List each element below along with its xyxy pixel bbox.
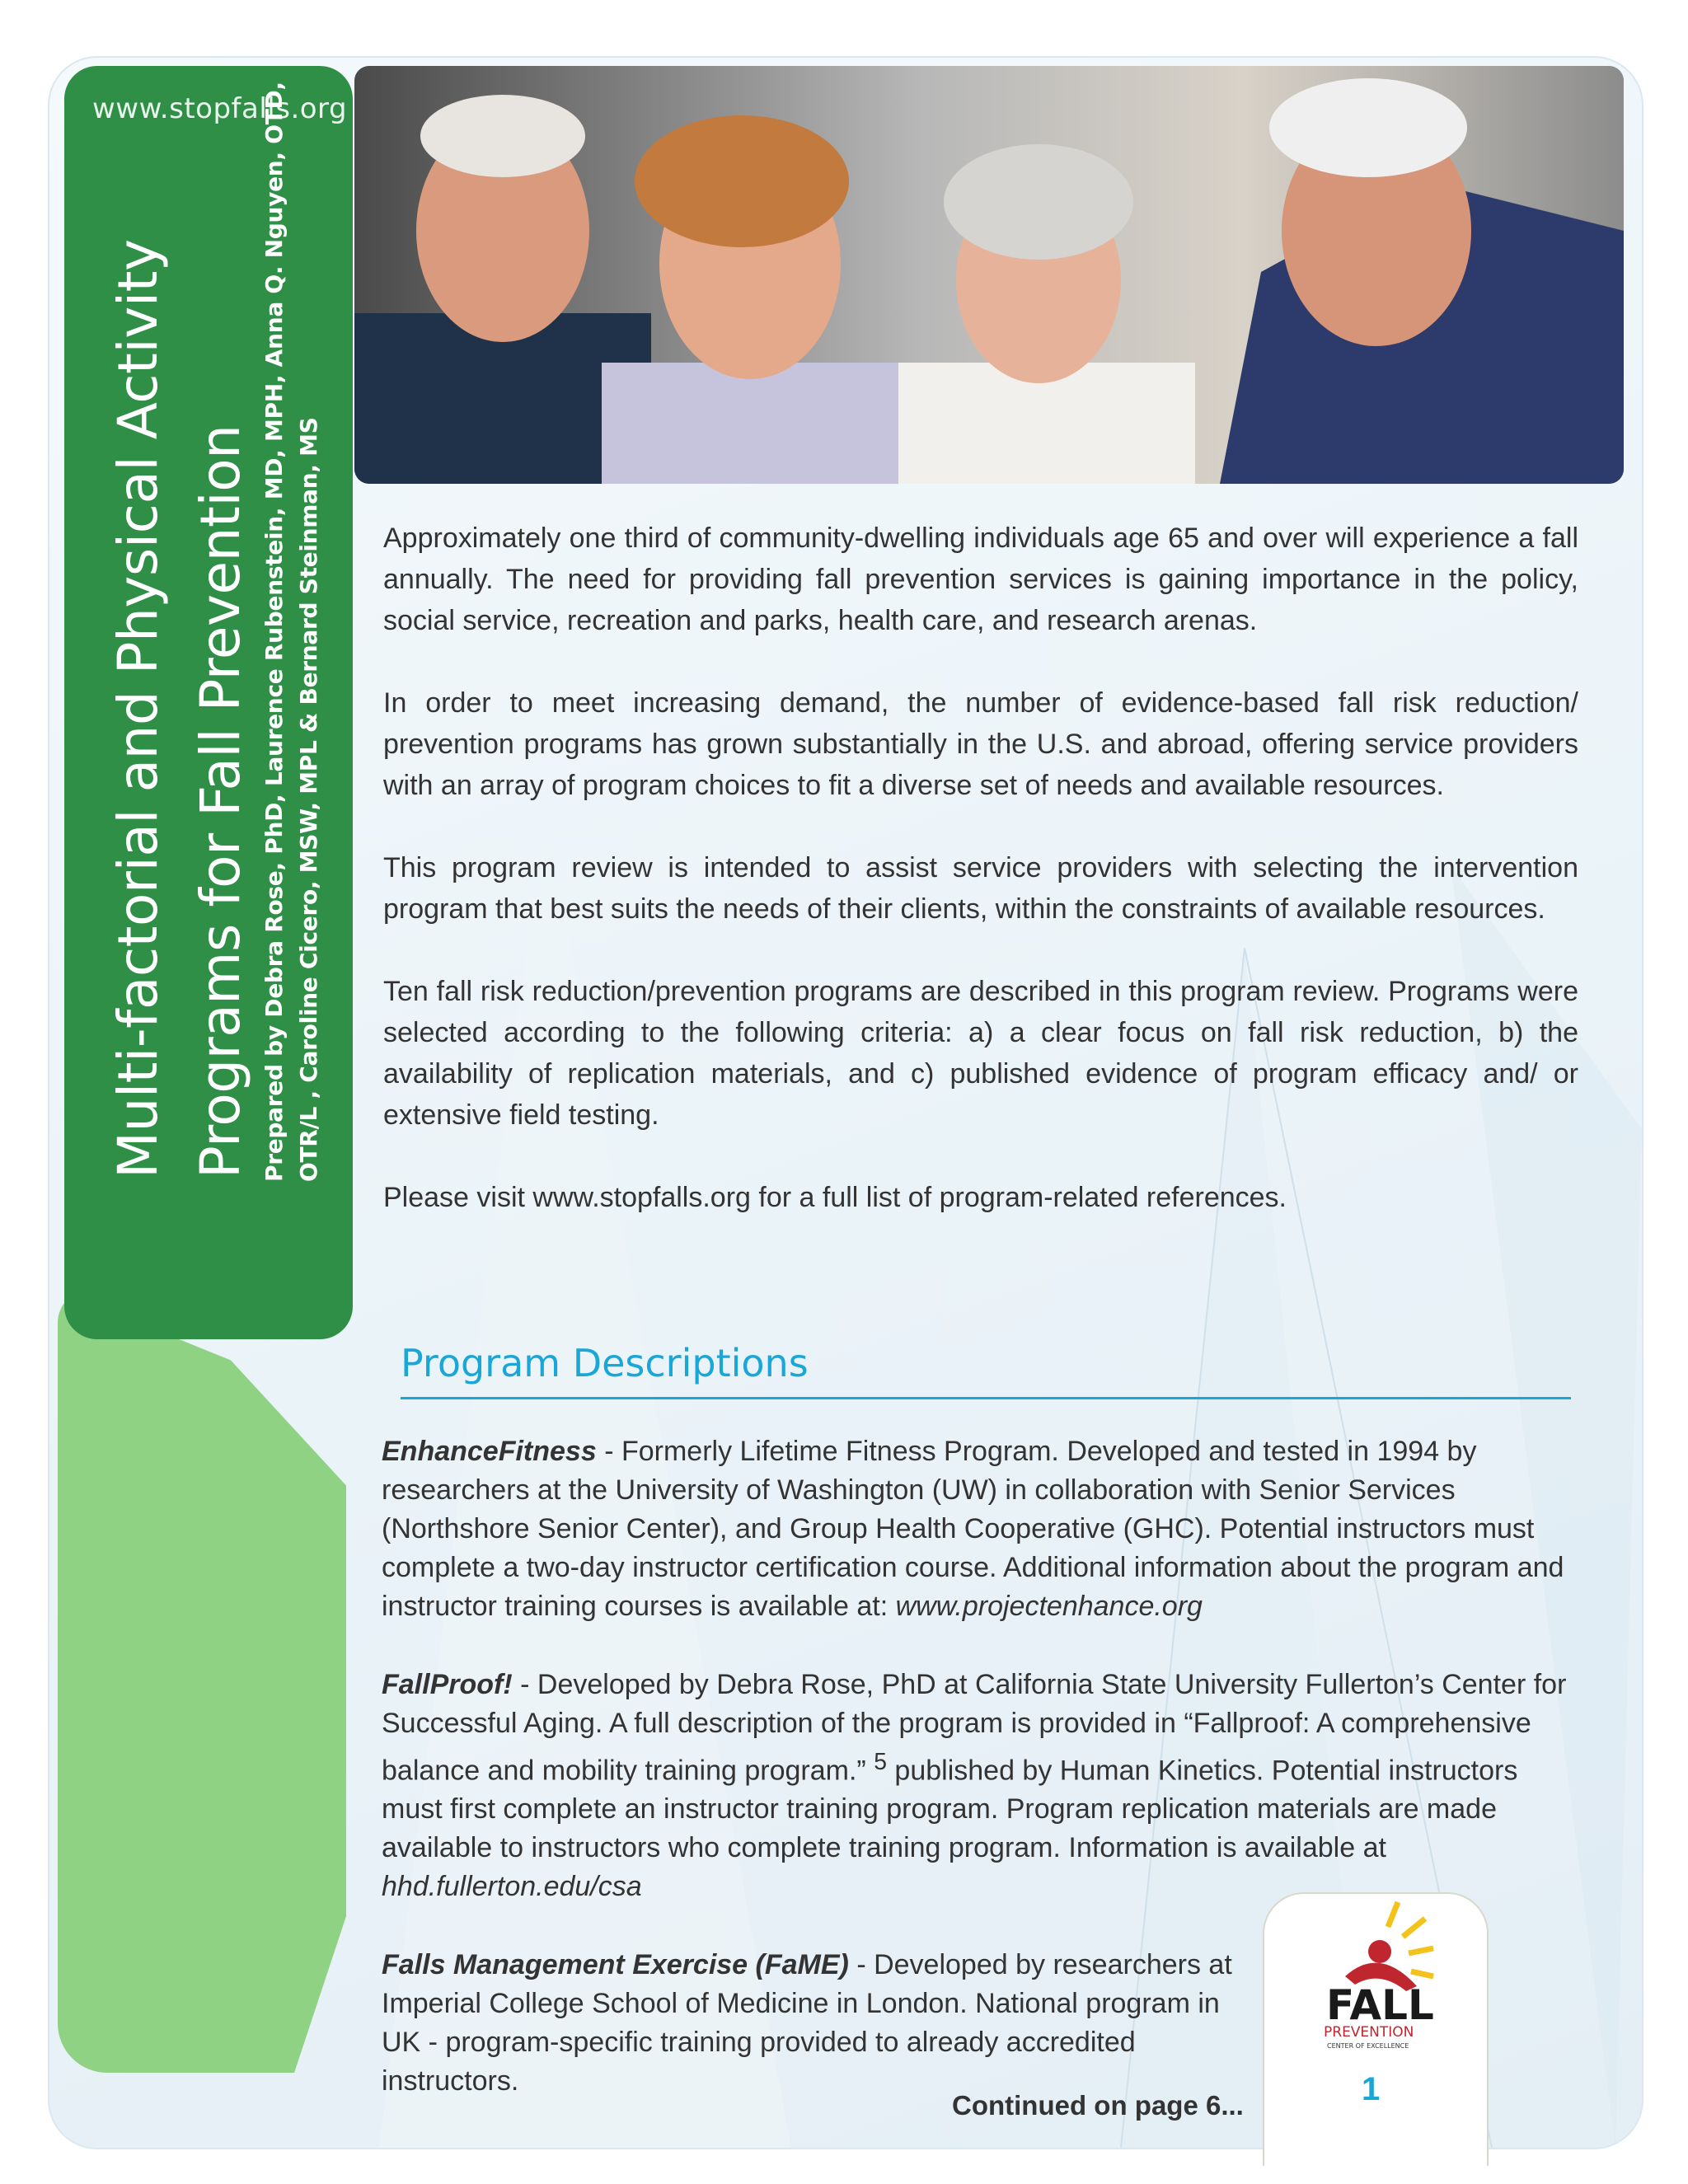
- program-body: - Developed by Debra Rose, PhD at California State University Fullerton’s Center for Successful Aging. A full description of the program is provided in “Fallproof: A comprehensive balance and mobility training program.”: [382, 1669, 1567, 1787]
- program-fame: [382, 1946, 1264, 2101]
- continued-note: Continued on page 6...: [952, 2090, 1244, 2121]
- title-line: Programs for Fall Prevention: [189, 424, 252, 1179]
- intro-paragraph: Approximately one third of community-dwelling individuals age 65 and over will experience a fall annually. The need for providing fall prevention services is gaining importance in the policy, social service, recreation and parks, health care, and research arenas.: [383, 523, 1578, 636]
- program-body: - Developed by researchers at Imperial College School of Medicine in London. National program in UK - program-specific training provided to already accredited instructors.: [382, 1949, 1232, 2097]
- program-name: FallProof!: [382, 1669, 513, 1700]
- seniors-illustration: [354, 66, 1624, 484]
- program-url[interactable]: www.projectenhance.org: [895, 1591, 1203, 1622]
- logo-sub: PREVENTION: [1324, 2024, 1414, 2041]
- program-url[interactable]: hhd.fullerton.edu/csa: [382, 1871, 642, 1903]
- document-title: [97, 157, 262, 1179]
- logo-tab: [1263, 1892, 1489, 2166]
- program-fallproof: [382, 1666, 1585, 1906]
- program-body-continued: published by Human Kinetics. Potential instructors must first complete an instructor training program. Program replication materials are made available to instructors who complete training program. Information is available at: [382, 1755, 1518, 1864]
- footnote-ref: 5: [874, 1749, 887, 1775]
- logo-sub2: CENTER OF EXCELLENCE: [1327, 2042, 1409, 2050]
- fall-prevention-logo: [1264, 1894, 1487, 2067]
- program-body: - Formerly Lifetime Fitness Program. Developed and tested in 1994 by researchers at the University of Washington (UW) in collaboration with Senior Services (Northshore Senior Center), and Group Health Cooperative (GHC). Potential instructors must complete a two-day instructor certification course. Additional information about the program and instructor training courses is available at:: [382, 1436, 1564, 1622]
- page-number: 1: [1362, 2071, 1381, 2107]
- header-photo-seniors: [354, 66, 1624, 484]
- intro-text: [383, 518, 1578, 1259]
- intro-paragraph: Ten fall risk reduction/prevention programs are described in this program review. Programs were selected according to the following criteria: a) a clear focus on fall risk reduction, b) the availability of replication materials, and c) published evidence of program efficacy and/ or extensive field testing.: [383, 976, 1578, 1131]
- authors: [257, 82, 326, 1182]
- intro-paragraph: In order to meet increasing demand, the number of evidence-based fall risk reduction/ prevention programs has grown substantially in the U.S. and abroad, offering service providers with an array of program choices to fit a diverse set of needs and available resources.: [383, 687, 1578, 801]
- title-line: Multi-factorial and Physical Activity: [106, 239, 170, 1179]
- program-name: EnhanceFitness: [382, 1436, 597, 1467]
- author-line: Prepared by Debra Rose, PhD, Laurence Rubenstein, MD, MPH, Anna Q. Nguyen, OTD,: [260, 82, 288, 1182]
- program-enhancefitness: [382, 1432, 1585, 1626]
- author-line: OTR/L , Caroline Cicero, MSW, MPL & Bernard Steinman, MS: [295, 417, 322, 1182]
- intro-paragraph: Please visit www.stopfalls.org for a full list of program-related references.: [383, 1182, 1287, 1213]
- logo-word: FALL: [1326, 1981, 1434, 2029]
- program-name: Falls Management Exercise (FaME): [382, 1949, 849, 1981]
- section-heading: Program Descriptions: [401, 1339, 1571, 1399]
- intro-paragraph: This program review is intended to assist service providers with selecting the intervention program that best suits the needs of their clients, within the constraints of available resources.: [383, 852, 1578, 925]
- site-url: www.stopfalls.org: [92, 92, 348, 125]
